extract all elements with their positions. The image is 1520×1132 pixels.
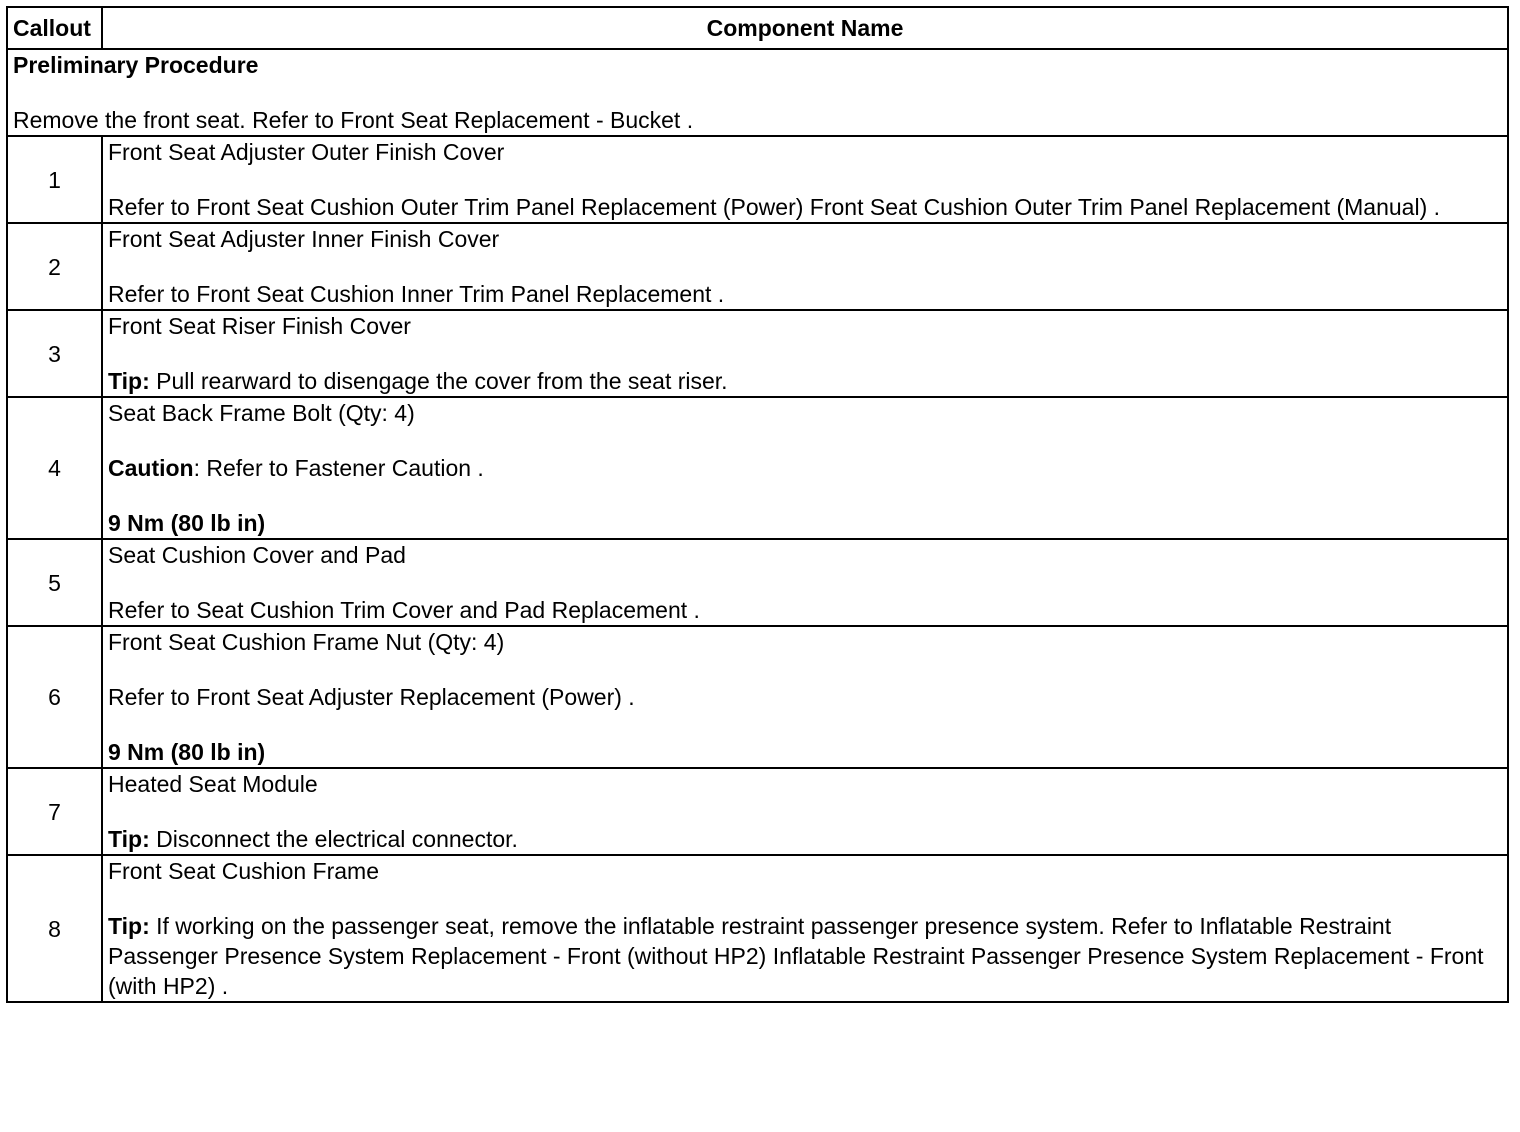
component-cell	[102, 310, 1508, 397]
torque-spec: 9 Nm (80 lb in)	[108, 510, 266, 536]
component-name: Seat Cushion Cover and Pad	[108, 542, 406, 568]
table-row	[7, 136, 1508, 223]
callout-number: 2	[7, 223, 102, 310]
component-name-column-header: Component Name	[102, 7, 1508, 49]
component-name: Front Seat Adjuster Inner Finish Cover	[108, 226, 500, 252]
tip-text: Disconnect the electrical connector.	[149, 826, 518, 852]
callout-column-header: Callout	[7, 7, 102, 49]
table-row	[7, 855, 1508, 1002]
callout-number: 7	[7, 768, 102, 855]
preliminary-procedure-row	[7, 49, 1508, 136]
caution-label: Caution	[108, 455, 194, 481]
preliminary-procedure-cell	[7, 49, 1508, 136]
component-table	[6, 6, 1509, 1003]
component-name: Front Seat Cushion Frame Nut (Qty: 4)	[108, 629, 505, 655]
table-row	[7, 223, 1508, 310]
component-cell	[102, 855, 1508, 1002]
callout-number: 6	[7, 626, 102, 768]
tip-text: Pull rearward to disengage the cover from the seat riser.	[149, 368, 728, 394]
component-note: Refer to Seat Cushion Trim Cover and Pad Replacement .	[108, 597, 700, 623]
component-cell	[102, 539, 1508, 626]
component-name: Seat Back Frame Bolt (Qty: 4)	[108, 400, 415, 426]
component-note	[108, 911, 1502, 1001]
preliminary-procedure-title: Preliminary Procedure	[13, 52, 259, 78]
callout-number: 8	[7, 855, 102, 1002]
table-row	[7, 310, 1508, 397]
callout-number: 5	[7, 539, 102, 626]
table-header-row	[7, 7, 1508, 49]
component-note: Refer to Front Seat Cushion Outer Trim Panel Replacement (Power) Front Seat Cushion Outer Trim Panel Replacement (Manual) .	[108, 194, 1441, 220]
tip-label: Tip:	[108, 368, 150, 394]
component-note	[108, 453, 1502, 483]
caution-text: : Refer to Fastener Caution .	[193, 455, 484, 481]
preliminary-procedure-text: Remove the front seat. Refer to Front Seat Replacement - Bucket .	[13, 107, 694, 133]
callout-number: 1	[7, 136, 102, 223]
component-note	[108, 824, 1502, 854]
component-note: Refer to Front Seat Adjuster Replacement (Power) .	[108, 684, 635, 710]
table-row	[7, 626, 1508, 768]
component-name: Front Seat Riser Finish Cover	[108, 313, 411, 339]
component-cell	[102, 768, 1508, 855]
component-cell	[102, 626, 1508, 768]
callout-number: 4	[7, 397, 102, 539]
component-cell	[102, 223, 1508, 310]
component-note: Refer to Front Seat Cushion Inner Trim Panel Replacement .	[108, 281, 725, 307]
component-cell	[102, 397, 1508, 539]
table-row	[7, 539, 1508, 626]
tip-label: Tip:	[108, 913, 150, 939]
component-name: Heated Seat Module	[108, 771, 318, 797]
callout-number: 3	[7, 310, 102, 397]
table-row	[7, 768, 1508, 855]
tip-text: If working on the passenger seat, remove the inflatable restraint passenger presence system. Refer to Inflatable Restraint Passenger Presence System Replacement - Front (without HP2) Inflatable Restraint Passenger Presence System Replacement - Front (with HP2) .	[108, 913, 1484, 999]
component-cell	[102, 136, 1508, 223]
component-name: Front Seat Cushion Frame	[108, 858, 380, 884]
torque-spec: 9 Nm (80 lb in)	[108, 739, 266, 765]
tip-label: Tip:	[108, 826, 150, 852]
component-name: Front Seat Adjuster Outer Finish Cover	[108, 139, 505, 165]
component-note	[108, 366, 1502, 396]
table-row	[7, 397, 1508, 539]
